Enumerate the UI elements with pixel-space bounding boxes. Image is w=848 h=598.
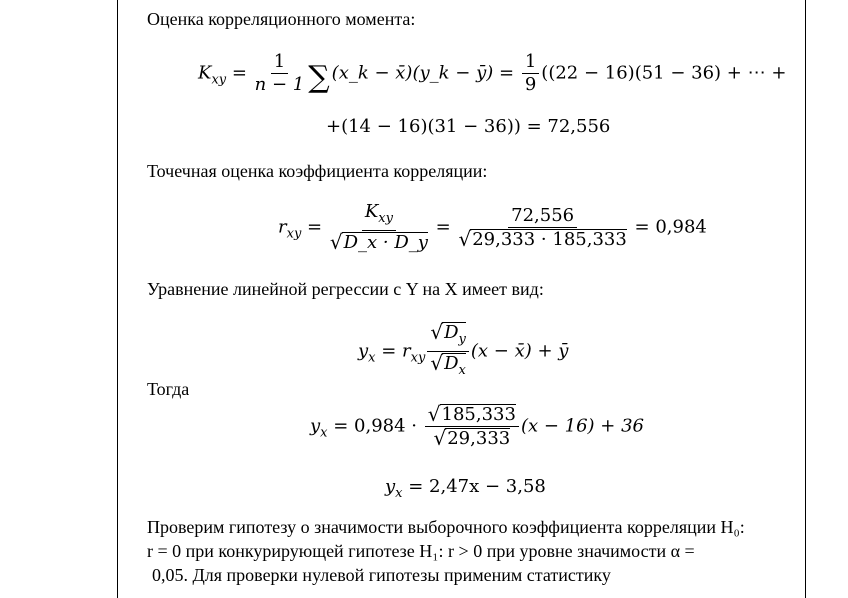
hypothesis-line-1: Проверим гипотезу о значимости выборочного коэффициента корреляции H₀:	[147, 517, 745, 537]
fraction-sqrt-numeric: $\frac{√185,333}{√29,333}$	[425, 404, 519, 449]
rxy-result: = 0,984	[634, 216, 707, 238]
heading-correlation-moment: Оценка корреляционного момента:	[147, 9, 416, 29]
sum-body: (x_k − x̄)(y_k − ȳ)	[331, 62, 494, 84]
expansion-text: ((22 − 16)(51 − 36) + ⋯ +	[541, 62, 787, 84]
formula-kxy-line2: +(14 − 16)(31 − 36)) = 72,556	[326, 116, 611, 137]
formula-rxy: $r_{xy}$ = $\frac{K_{xy}}{√D\_x \cdot D\_y}$ = $\frac{72,556}{√29,333 \cdot 185,333}$ = 0,984	[278, 201, 707, 254]
fraction-numeric: $\frac{72,556}{√29,333 \cdot 185,333}$	[458, 204, 627, 251]
hypothesis-line-3: 0,05. Для проверки нулевой гипотезы применим статистику	[152, 565, 611, 585]
word-togda: Тогда	[147, 379, 190, 399]
formula-kxy-line1: $K_{xy}$ = $\frac{1}{n - 1}$ ∑ (x_k − x̄)(y_k − ȳ) = $\frac{1}{9}$ ((22 − 16)(51 − 36) + ⋯ +	[198, 51, 787, 95]
formula-regression-final: $y_x = 2,47x - 3,58$	[385, 476, 546, 501]
heading-regression-equation: Уравнение линейной регрессии с Y на X имеет вид:	[147, 279, 544, 299]
kxy-symbol: K	[198, 62, 212, 84]
fraction-1-over-n-1: $\frac{1}{n - 1}$	[254, 51, 305, 95]
heading-correlation-coefficient: Точечная оценка коэффициента корреляции:	[147, 161, 488, 181]
sum-symbol: ∑	[308, 59, 330, 95]
left-margin-line	[117, 0, 118, 598]
formula-regression-numeric: $y_x = 0,984$ · $\frac{√185,333}{√29,333}$ (x − 16) + 36	[310, 402, 645, 450]
formula-regression-general: $y_x = r_{xy}$ $\frac{√D_y}{√D_x}$ (x − x̄) + ȳ	[358, 322, 568, 381]
hypothesis-line-2: r = 0 при конкурирующей гипотезе H₁: r > 0 при уровне значимости α =	[147, 541, 695, 561]
fraction-kxy-over-sqrt: $\frac{K_{xy}}{√D\_x \cdot D\_y}$	[329, 201, 428, 254]
right-margin-line	[805, 0, 806, 598]
fraction-1-over-9: $\frac{1}{9}$	[522, 52, 539, 95]
fraction-sqrt-dy-over-dx: $\frac{√D_y}{√D_x}$	[427, 322, 469, 381]
